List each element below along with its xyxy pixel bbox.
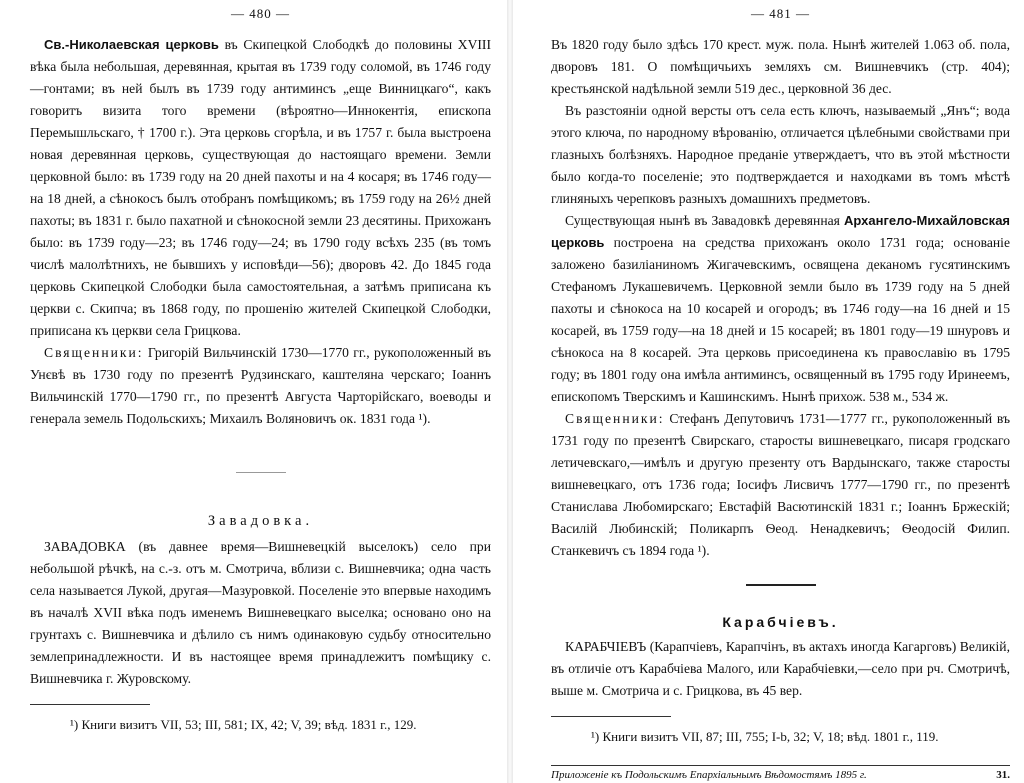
- right-page: [515, 0, 1024, 783]
- left-page: [0, 0, 505, 783]
- zavadovka-paragraph: ЗАВАДОВКА (въ давнее время—Вишневецкій выселокъ) село при небольшой рѣчкѣ, на с.-з. отъ м. Смотрича, вблизи с. Вишневчика; одна часть села называется Лукой, другая—Мазуровкой. Поселеніе это впервые находимъ въ началѣ XVII вѣка подъ именемъ Вишневецкаго выселка; основано оно на грунтахъ с. Вишневчика и дѣлило съ нимъ одинаковую судьбу относительно землепринадлежности. И въ настоящее время принадлежитъ помѣщику с. Вишневчика г. Журовскому.: [30, 539, 491, 686]
- church-title: Св.-Николаевская церковь: [44, 37, 219, 52]
- priests-text-right: Стефанъ Депутовичъ 1731—1777 гг., рукоположенный въ 1731 году по презентѣ Свирскаго, старосты вишневецкаго, писаря гродскаго летичевскаго,—имѣлъ и другую презенту отъ Вардынскаго, также старосты вишневецкаго, отъ 1736 года; Іосифъ Лисвичъ 1777—1790 гг., по презентѣ Станислава Любомирскаго; Евстафій Васютинскій 1831 г.; Іоаннъ Бржескій; Василій Любинскій; Поликарпъ Ѳеод. Ненадкевичъ; Ѳеодосій Филип. Станкевичъ съ 1894 года ¹).: [551, 411, 1010, 558]
- footnote-rule-right: [551, 716, 671, 717]
- church-paragraph: [30, 34, 491, 342]
- divider-short: [236, 472, 286, 473]
- section-title-zavadovka: Завадовка.: [207, 513, 314, 529]
- footnote-rule: [30, 704, 150, 705]
- archangel-church-title: Архангело-Михайловская церковь: [551, 213, 1011, 250]
- karabchiev-paragraph: КАРАБЧІЕВЪ (Карапчіевъ, Карапчінъ, въ актахъ иногда Кагарговъ) Великій, въ отличіе отъ Карабчіева Малого, или Карабчіевки,—село при рч. Смотричѣ, выше м. Смотрича и с. Грицкова, въ 45 вер.: [551, 639, 1010, 698]
- church-text: въ Скипецкой Слободкѣ до половины XVIII вѣка была небольшая, деревянная, крытая въ 1739 году соломой, въ 1746 году—гонтами; въ ней былъ въ 1739 году антиминсъ „еще Винницкаго“, какъ говоритъ визита того времени (вѣроятно—Иннокентія, епископа Перемышльскаго, † 1700 г.). Эта церковь сгорѣла, и въ 1757 г. была выстроена новая деревянная церковь, существующая до настоящаго времени. Земли церковной было: въ 1739 году на 20 дней пахоты и на 4 косаря; въ 1746 году—на 18 дней, а сѣнокосъ былъ отобранъ помѣщикомъ; въ 1759 году на 26½ дней пахоты; въ 1831 г. было пахатной и сѣнокосной земли 23 десятины. Прихожанъ было: въ 1739 году—23; въ 1746 году—24; въ 1790 году всѣхъ 235 (въ томъ числѣ малолѣтнихъ, не бывшихъ у исповѣди—56); дворовъ 42. До 1845 года церковь Скипецкой Слободки была самостоятельная, а затѣмъ приписана къ церкви с. Скипча; въ 1868 году, по прошенію жителей Скипецкой Слободки, приписана къ церкви села Грицкова.: [30, 37, 491, 338]
- footnote-right: ¹) Книги визитъ VII, 87; III, 755; I-b, 32; V, 18; вѣд. 1801 г., 119.: [591, 729, 939, 744]
- priests-paragraph: [30, 342, 491, 430]
- section-separator: [746, 584, 816, 586]
- footnote-left: ¹) Книги визитъ VII, 53; III, 581; IX, 42; V, 39; вѣд. 1831 г., 129.: [70, 717, 417, 732]
- sheet-number: 31.: [996, 769, 1010, 781]
- page-number-481: — 481 —: [751, 6, 810, 21]
- priests-label-right: Священники:: [565, 411, 665, 426]
- book-gutter: [507, 0, 513, 783]
- page-number-480: — 480 —: [231, 6, 290, 21]
- archangel-text: построена на средства прихожанъ около 1731 года; основаніе заложено базиліаниномъ Жигачевскимъ, освящена деканомъ гусятинскимъ Стефаномъ Лукашевичемъ. Церковной земли было въ 1739 году на 5 дней пахоты и сѣнокоса на 10 косарей и огородъ; въ 1746 году—на 16 дней и 15 косарей, въ 1759 году—на 18 дней и 15 косарей; въ 1801 году—19 шнуровъ и сѣнокоса на 8 косарей. Эта церковь присоединена къ православію въ 1795 году; въ 1801 году она имѣла антиминсъ, освященный въ 1795 году Иринеемъ, епископомъ Тверскимъ и Кашинскимъ. Нынѣ прихож. 538 м., 534 ж.: [551, 235, 1010, 404]
- imprint-text: Приложеніе къ Подольскимъ Епархіальнымъ Вѣдомостямъ 1895 г.: [551, 769, 867, 781]
- priests-paragraph-right: [551, 408, 1010, 562]
- archangel-intro: Существующая нынѣ въ Завадовкѣ деревянная: [565, 213, 840, 228]
- imprint-line: [551, 765, 1010, 781]
- section-title-karabchiev: Карабчіевъ.: [722, 614, 839, 630]
- archangel-church-paragraph: [551, 210, 1010, 408]
- priests-text: Григорій Вильчинскій 1730—1770 гг., рукоположенный въ Унєвѣ въ 1730 году по презентѣ Рудзинскаго, каштеляна черскаго; Іоаннъ Вильчинскій 1770—1790 гг., по презентѣ Августа Чарторійскаго, воеводы и генерала земель Подольскихъ; Михаилъ Воляновичъ ок. 1831 года ¹).: [30, 345, 491, 426]
- spring-paragraph: Въ разстояніи одной версты отъ села есть ключъ, называемый „Янъ“; вода этого ключа, по народному вѣрованію, отличается цѣлебными свойствами при глазныхъ болѣзняхъ. Народное преданіе утверждаетъ, что въ этой мѣстности было когда-то поселеніе; это подтверждается и находками въ томъ мѣстѣ глиняныхъ черепковъ разныхъ домашнихъ предметовъ.: [551, 103, 1010, 206]
- population-paragraph: Въ 1820 году было здѣсь 170 крест. муж. пола. Нынѣ жителей 1.063 об. пола, дворовъ 181. О помѣщичьихъ земляхъ см. Вишневчикъ (стр. 404); крестьянской надѣльной земли 519 дес., церковной 36 дес.: [551, 37, 1010, 96]
- priests-label: Священники:: [44, 345, 144, 360]
